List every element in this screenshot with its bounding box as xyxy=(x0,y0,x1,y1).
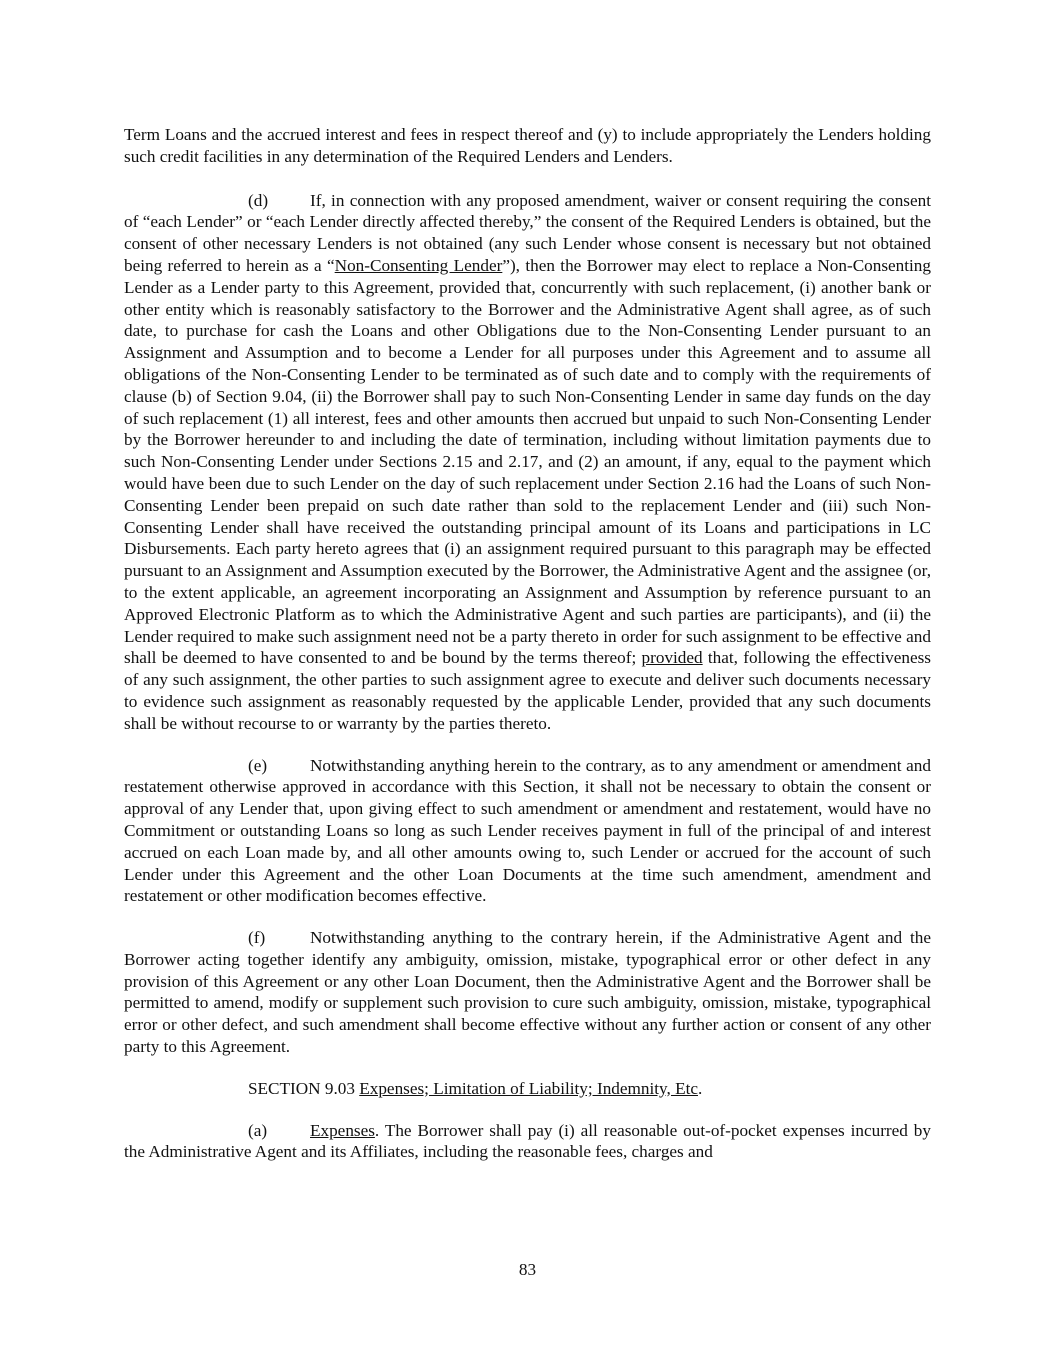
continued-paragraph-text: Term Loans and the accrued interest and fees in respect thereof and (y) to include appropriately the Lenders holding such credit facilities in any determination of the Required Lenders and Lenders. xyxy=(124,125,931,166)
paragraph-f xyxy=(124,927,931,1058)
provided-term: provided xyxy=(641,648,703,668)
paragraph-e xyxy=(124,755,931,908)
paragraph-d-text-2: ”), then the Borrower may elect to replace a Non-Consenting Lender as a Lender party to this Agreement, provided that, concurrently with such replacement, (i) another bank or other entity which is reasonably satisfactory to the Borrower and the Administrative Agent shall agree, as of such date, to purchase for cash the Loans and other Obligations due to the Non-Consenting Lender pursuant to an Assignment and Assumption and to become a Lender for all purposes under this Agreement and to assume all obligations of the Non-Consenting Lender to be terminated as of such date and to comply with the requirements of clause (b) of Section 9.04, (ii) the Borrower shall pay to such Non-Consenting Lender in same day funds on the day of such replacement (1) all interest, fees and other amounts then accrued but unpaid to such Non-Consenting Lender by the Borrower hereunder to and including the date of termination, including without limitation payments due to such Non-Consenting Lender under Sections 2.15 and 2.17, and (2) an amount, if any, equal to the payment which would have been due to such Lender on the day of such replacement under Section 2.16 had the Loans of such Non-Consenting Lender been prepaid on such date rather than sold to the replacement Lender and (iii) such Non-Consenting Lender shall have received the outstanding principal amount of its Loans and participations in LC Disbursements. Each party hereto agrees that (i) an assignment required pursuant to this paragraph may be effected pursuant to an Assignment and Assumption executed by the Borrower, the Administrative Agent and the assignee (or, to the extent applicable, an agreement incorporating an Assignment and Assumption by reference pursuant to an Approved Electronic Platform as to which the Administrative Agent and such parties are participants), and (ii) the Lender required to make such assignment need not be a party thereto in order for such assignment to be effective and shall be deemed to have consented to and be bound by the terms thereof; xyxy=(124,255,931,668)
paragraph-f-label: (f) xyxy=(248,928,266,948)
section-title-period: . xyxy=(698,1078,703,1098)
paragraph-a xyxy=(124,1120,931,1164)
section-number: SECTION 9.03 xyxy=(248,1078,355,1098)
paragraph-f-text: Notwithstanding anything to the contrary herein, if the Administrative Agent and the Borrower acting together identify any ambiguity, omission, mistake, typographical error or other defect in any provision of this Agreement or any other Loan Document, then the Administrative Agent and the Borrower shall be permitted to amend, modify or supplement such provision to cure such ambiguity, omission, mistake, typographical error or other defect, and such amendment shall become effective without any further action or consent of any other party to this Agreement. xyxy=(124,928,931,1057)
paragraph-d-text-1: If, in connection with any proposed amendment, waiver or consent requiring the consent of “each Lender” or “each Lender directly affected thereby,” the consent of the Required Lenders is obtained, but the consent of other necessary Lenders is not obtained (any such Lender whose consent is necessary but not obtained being referred to herein as a “ xyxy=(124,190,931,275)
defined-term-non-consenting-lender: Non-Consenting Lender xyxy=(334,255,503,275)
document-page xyxy=(124,124,931,1183)
paragraph-e-text: Notwithstanding anything herein to the contrary, as to any amendment or amendment and restatement otherwise approved in accordance with this Section, it shall not be necessary to obtain the consent or approval of any Lender that, upon giving effect to such amendment or amendment and restatement, would have no Commitment or outstanding Loans so long as such Lender receives payment in full of the principal of and interest accrued on each Loan made by, and all other amounts owing to, such Lender or accrued for the account of such Lender under this Agreement and the other Loan Documents at the time such amendment, amendment and restatement or other modification becomes effective. xyxy=(124,755,931,906)
paragraph-d xyxy=(124,190,931,735)
section-title: Expenses; Limitation of Liability; Indemnity, Etc xyxy=(359,1078,698,1098)
paragraph-a-label: (a) xyxy=(248,1120,268,1140)
paragraph-d-label: (d) xyxy=(248,190,269,210)
paragraph-e-label: (e) xyxy=(248,755,268,775)
paragraph-a-text: . The Borrower shall pay (i) all reasonable out-of-pocket expenses incurred by the Administrative Agent and its Affiliates, including the reasonable fees, charges and xyxy=(124,1120,931,1162)
continued-paragraph xyxy=(124,124,931,168)
section-heading xyxy=(124,1078,931,1100)
paragraph-d-text-3: that, following the effectiveness of any such assignment, the other parties to such assignment agree to execute and deliver such documents necessary to evidence such assignment as reasonably requested by the applicable Lender, provided that any such documents shall be without recourse to or warranty by the parties thereto. xyxy=(124,648,931,733)
page-number: 83 xyxy=(518,1260,537,1279)
paragraph-a-caption: Expenses xyxy=(310,1120,375,1140)
